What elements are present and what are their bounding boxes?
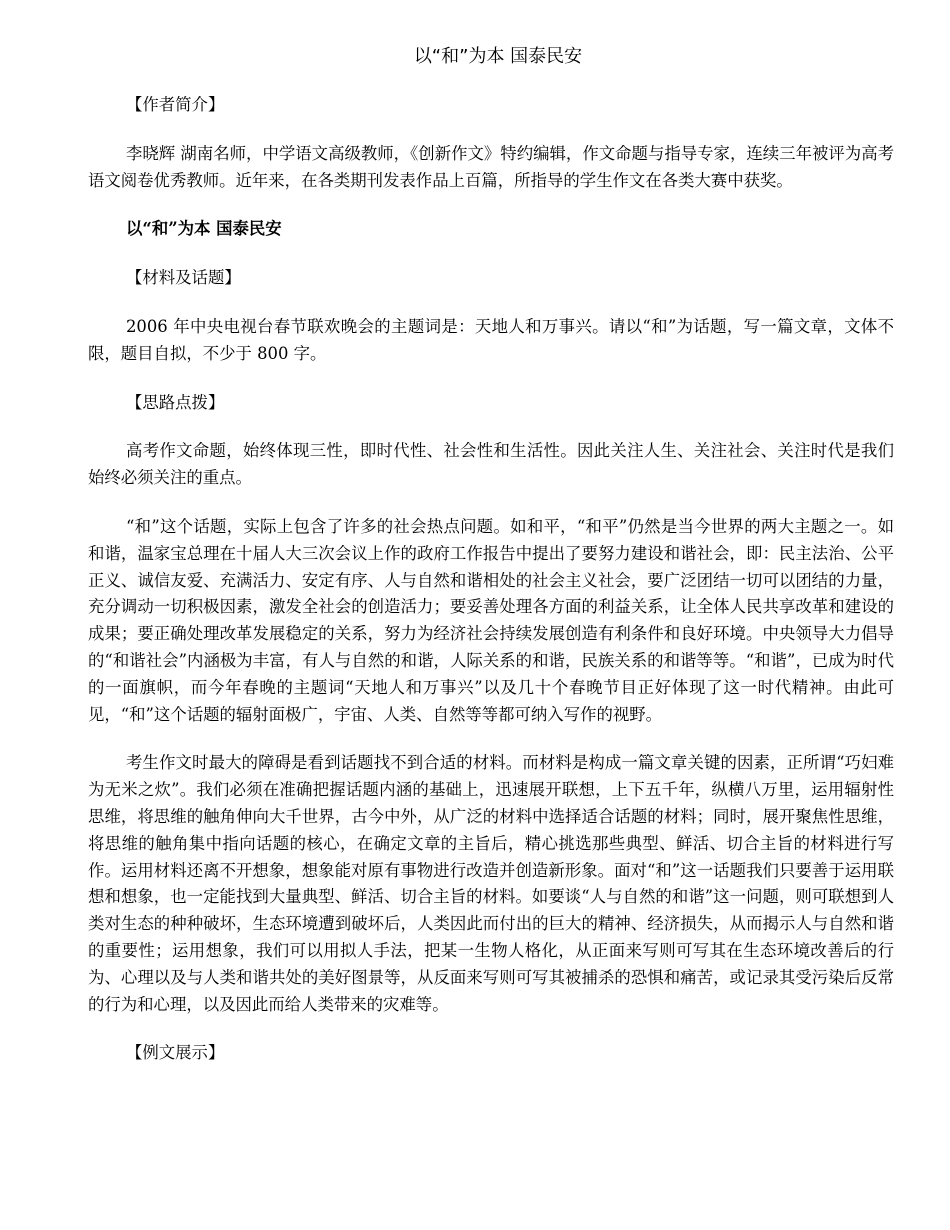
guidance-paragraph-3: 考生作文时最大的障碍是看到话题找不到合适的材料。而材料是构成一篇文章关键的因素，正所谓“巧妇难为无米之炊”。我们必须在准确把握话题内涵的基础上，迅速展开联想，上下五千年，纵横八万里，运用辐射性思维，将思维的触角伸向大千世界，古今中外，从广泛的材料中选择适合话题的材料；同时，展开聚焦性思维，将思维的触角集中指向话题的核心，在确定文章的主旨后，精心挑选那些典型、鲜活、切合主旨的材料进行写作。运用材料还离不开想象，想象能对原有事物进行改造并创造新形象。面对“和”这一话题我们只要善于运用联想和想象，也一定能找到大量典型、鲜活、切合主旨的材料。如要谈“人与自然的和谐”这一问题，则可联想到人类对生态的种种破坏，生态环境遭到破坏后，人类因此而付出的巨大的精神、经济损失，从而揭示人与自然和谐的重要性；运用想象，我们可以用拟人手法，把某一生物人格化，从正面来写则可写其在生态环境改善后的行为、心理以及与人类和谐共处的美好图景等，从反面来写则可写其被捕杀的恐惧和痛苦，或记录其受污染后反常的行为和心理，以及因此而给人类带来的灾难等。 <box>88 753 894 1014</box>
document-page <box>88 44 894 1089</box>
guidance-heading: 【思路点拨】 <box>126 392 225 412</box>
example-essay-heading: 【例文展示】 <box>126 1043 225 1063</box>
essay-title: 以“和”为本 国泰民安 <box>126 219 282 239</box>
author-bio-paragraph: 李晓辉 湖南名师，中学语文高级教师，《创新作文》特约编辑，作文命题与指导专家，连续三年被评为高考语文阅卷优秀教师。近年来，在各类期刊发表作品上百篇，所指导的学生作文在各类大赛中获奖。 <box>88 143 894 190</box>
material-topic-heading: 【材料及话题】 <box>126 268 241 288</box>
author-intro-heading: 【作者简介】 <box>126 95 225 114</box>
document-title: 以“和”为本 国泰民安 <box>413 46 583 67</box>
material-paragraph: 2006 年中央电视台春节联欢晚会的主题词是：天地人和万事兴。请以“和”为话题，写一篇文章，文体不限，题目自拟，不少于 800 字。 <box>88 316 894 363</box>
guidance-paragraph-1: 高考作文命题，始终体现三性，即时代性、社会性和生活性。因此关注人生、关注社会、关注时代是我们始终必须关注的重点。 <box>88 441 894 488</box>
guidance-paragraph-2: “和”这个话题，实际上包含了许多的社会热点问题。如和平，“和平”仍然是当今世界的两大主题之一。如和谐，温家宝总理在十届人大三次会议上作的政府工作报告中提出了要努力建设和谐社会，即：民主法治、公平正义、诚信友爱、充满活力、安定有序、人与自然和谐相处的社会主义社会，要广泛团结一切可以团结的力量，充分调动一切积极因素，激发全社会的创造活力；要妥善处理各方面的利益关系，让全体人民共享改革和建设的成果；要正确处理改革发展稳定的关系，努力为经济社会持续发展创造有利条件和良好环境。中央领导大力倡导的“和谐社会”内涵极为丰富，有人与自然的和谐，人际关系的和谐，民族关系的和谐等等。“和谐”，已成为时代的一面旗帜，而今年春晚的主题词“天地人和万事兴”以及几十个春晚节目正好体现了这一时代精神。由此可见，“和”这个话题的辐射面极广，宇宙、人类、自然等等都可纳入写作的视野。 <box>88 516 894 724</box>
